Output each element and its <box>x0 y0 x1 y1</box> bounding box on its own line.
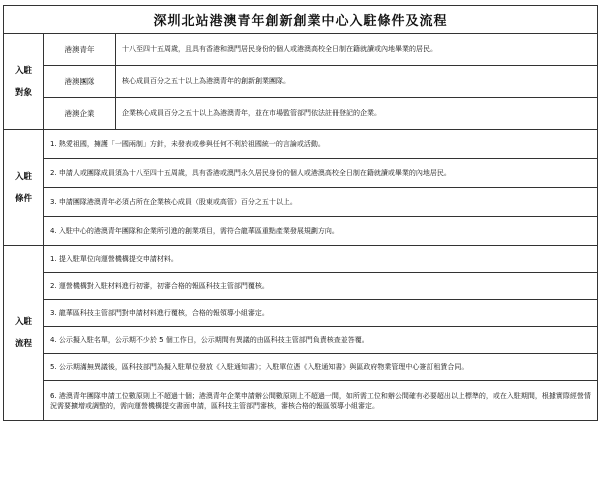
process-item-3: 3. 龍華區科技主管部門對申請材料進行覆核，合格的報領導小組審定。 <box>44 300 598 327</box>
object-text-team: 核心成員百分之五十以上為港澳青年的創新創業團隊。 <box>116 66 598 98</box>
info-table <box>3 5 598 421</box>
process-item-1: 1. 提入駐單位向運營機構提交申請材料。 <box>44 246 598 273</box>
condition-item-3: 3. 申請團隊港澳青年必須占所在企業核心成員（股東或高管）百分之五十以上。 <box>44 188 598 217</box>
process-item-6: 6. 港澳青年團隊申請工位數原則上不超過十個；港澳青年企業申請辦公間數原則上不超過一間，如所需工位和辦公間確有必要超出以上標準的，或在入駐期間，根據實際經營情況需要擴增或調整的，需向運營機構提交書面申請，區科技主管部門審核，審核合格的報區領導小組審定。 <box>44 381 598 421</box>
condition-item-4: 4. 入駐中心的港澳青年團隊和企業所引進的創業項目，需符合龍華區重點產業發展規劃方向。 <box>44 217 598 246</box>
section-heading-object: 入駐 對象 <box>4 34 44 130</box>
section-heading-conditions: 入駐 條件 <box>4 130 44 246</box>
object-text-youth: 十八至四十五周歲，且具有香港和澳門居民身份的個人或港澳高校全日制在籍就讀或內地畢業的居民。 <box>116 34 598 66</box>
object-label-team: 港澳團隊 <box>44 66 116 98</box>
process-item-5: 5. 公示期滿無異議後，區科技部門為擬入駐單位發放《入駐通知書》；入駐單位憑《入駐通知書》與區政府物業管理中心簽訂租賃合同。 <box>44 354 598 381</box>
condition-item-2: 2. 申請人或團隊成員須為十八至四十五周歲，具有香港或澳門永久居民身份的個人或港澳高校全日制在籍就讀或畢業的內地居民。 <box>44 159 598 188</box>
object-text-enterprise: 企業核心成員百分之五十以上為港澳青年，並在市場監管部門依法註冊登記的企業。 <box>116 98 598 130</box>
table-title: 深圳北站港澳青年創新創業中心入駐條件及流程 <box>4 6 598 34</box>
process-item-4: 4. 公示擬入駐名單，公示期不少於 5 個工作日，公示期間有異議的由區科技主管部門負責核查並答覆。 <box>44 327 598 354</box>
section-heading-process: 入駐 流程 <box>4 246 44 421</box>
object-label-youth: 港澳青年 <box>44 34 116 66</box>
condition-item-1: 1. 熱愛祖國，擁護「一國兩制」方針，未發表或參與任何不利於祖國統一的言論或活動。 <box>44 130 598 159</box>
process-item-2: 2. 運營機構對入駐材料進行初審，初審合格的報區科技主管部門覆核。 <box>44 273 598 300</box>
object-label-enterprise: 港澳企業 <box>44 98 116 130</box>
document <box>3 5 597 421</box>
